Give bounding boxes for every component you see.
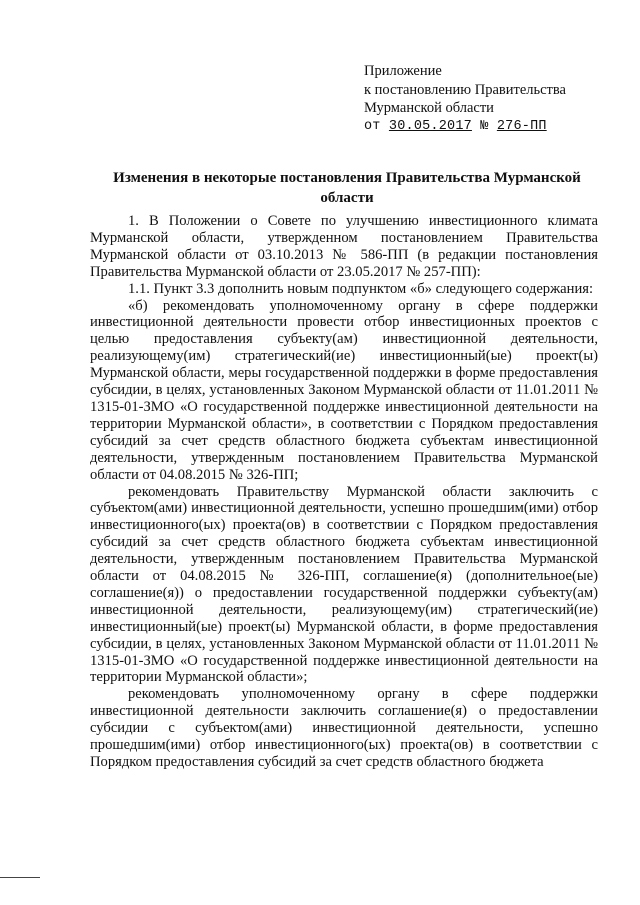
paragraph-b-subclause: «б) рекомендовать уполномоченному органу в сфере поддержки инвестиционной деятельности провести отбор инвестиционных проектов с целью предоставления субъекту(ам) инвестиционной деятельности, реализующему(им) стратегический(ие) инвестиционный(ые) проект(ы) Мурманской области, меры государственной поддержки в форме предоставления субсидии, в целях, установленных Законом Мурманской области от 11.01.2011 № 1315-01-ЗМО «О государственной поддержке инвестиционной деятельности на территории Мурманской области», в соответствии с Порядком предоставления субсидий за счет средств областного бюджета субъектам инвестиционной деятельности, утвержденным постановлением Правительства Мурманской области от 04.08.2015 № 326-ПП; bbox=[90, 297, 598, 483]
paragraph-authorized-body-agreement: рекомендовать уполномоченному органу в сфере поддержки инвестиционной деятельности заключить соглашение(я) о предоставлении субсидии с субъектом(ами) инвестиционной деятельности, успешно прошедшим(ими) отбор инвестиционного(ых) проекта(ов) в соответствии с Порядком предоставления субсидий за счет средств областного бюджета bbox=[90, 686, 598, 770]
paragraph-item-1-1: 1.1. Пункт 3.3 дополнить новым подпунктом «б» следующего содержания: bbox=[128, 280, 594, 297]
from-label: от bbox=[364, 118, 381, 134]
appendix-region: Мурманской области bbox=[364, 100, 494, 116]
appendix-heading: Приложение bbox=[364, 63, 442, 79]
page-edge-mark bbox=[0, 877, 40, 878]
document-title: Изменения в некоторые постановления Правительства Мурманской области bbox=[113, 170, 581, 206]
number-label: № bbox=[480, 118, 489, 134]
appendix-block bbox=[364, 62, 614, 136]
appendix-to-resolution: к постановлению Правительства bbox=[364, 81, 566, 98]
document-body bbox=[90, 213, 598, 771]
appendix-date-number bbox=[364, 118, 614, 137]
resolution-number: 276-ПП bbox=[496, 118, 547, 134]
resolution-date: 30.05.2017 bbox=[388, 118, 472, 134]
paragraph-item-1: 1. В Положении о Совете по улучшению инвестиционного климата Мурманской области, утвержденном постановлением Правительства Мурманской области от 03.10.2013 № 586-ПП (в редакции постановления Правительства Мурманской области от 23.05.2017 № 257-ПП): bbox=[90, 213, 598, 280]
paragraph-government-agreement: рекомендовать Правительству Мурманской области заключить с субъектом(ами) инвестиционной деятельности, успешно прошедшим(ими) отбор инвестиционного(ых) проекта(ов) в соответствии с Порядком предоставления субсидий за счет средств областного бюджета субъектам инвестиционной деятельности, утвержденным постановлением Правительства Мурманской области от 04.08.2015 № 326-ПП, соглашение(я) (дополнительное(ые) соглашение(я)) о предоставлении государственной поддержки субъекту(ам) инвестиционной деятельности, реализующему(им) стратегический(ие) инвестиционный(ые) проект(ы) Мурманской области, в форме предоставления субсидии, в целях, установленных Законом Мурманской области от 11.01.2011 № 1315-01-ЗМО «О государственной поддержке инвестиционной деятельности на территории Мурманской области»; bbox=[90, 483, 598, 686]
